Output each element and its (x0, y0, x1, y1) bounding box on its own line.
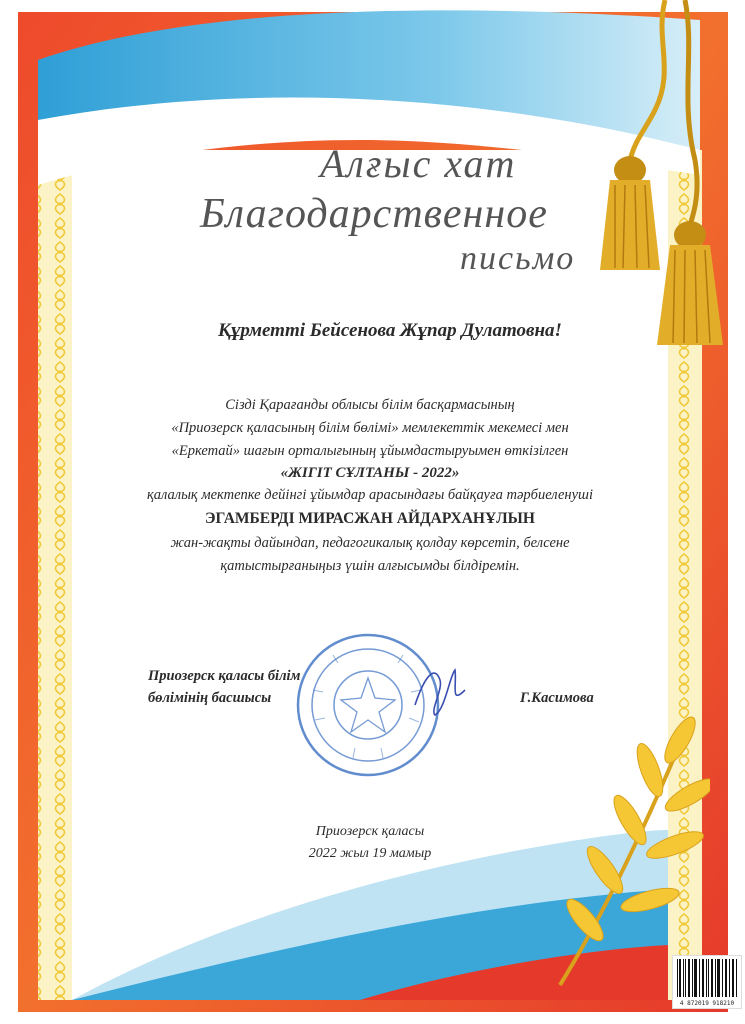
signer-name: Г.Касимова (520, 690, 594, 706)
laurel-branch-icon (540, 700, 710, 990)
barcode (672, 955, 742, 1009)
child-name: ЭГАМБЕРДІ МИРАСЖАН АЙДАРХАНҰЛЫН (205, 510, 535, 527)
greeting: Құрметті Бейсенова Жұпар Дулатовна! (218, 320, 562, 341)
signer-title-line2: бөлімінің басшысы (148, 690, 272, 706)
signature-icon (405, 655, 475, 725)
title-russian-line1: Благодарственное (200, 191, 548, 237)
title-russian-line2: письмо (460, 240, 576, 277)
body-line-2: «Приозерск қаласының білім бөлімі» мемлекеттік мекемесі мен (171, 420, 569, 436)
event-title: «ЖІГІТ СҰЛТАНЫ - 2022» (280, 465, 460, 481)
body-line-4: қалалық мектепке дейінгі ұйымдар арасындағы байқауға тәрбиеленуші (146, 487, 593, 503)
date: 2022 жыл 19 мамыр (308, 846, 432, 861)
body-line-5: жан-жақты дайындап, педагогикалық қолдау көрсетіп, белсене (170, 535, 570, 551)
signer-title-line1: Приозерск қаласы білім (148, 668, 301, 684)
title-kazakh: Алғыс хат (320, 141, 517, 186)
place: Приозерск қаласы (315, 824, 425, 839)
body-line-3: «Еркетай» шағын орталығының ұйымдастыруымен өткізілген (171, 443, 569, 459)
barcode-bars-icon (676, 959, 738, 997)
barcode-number: 4 872019 918210 (679, 1000, 735, 1007)
body-line-1: Сізді Қарағанды облысы білім басқармасының (225, 397, 515, 413)
certificate-title (190, 118, 610, 288)
body-line-6: қатыстырғаныңыз үшін алғысымды білдіремін. (220, 558, 520, 574)
